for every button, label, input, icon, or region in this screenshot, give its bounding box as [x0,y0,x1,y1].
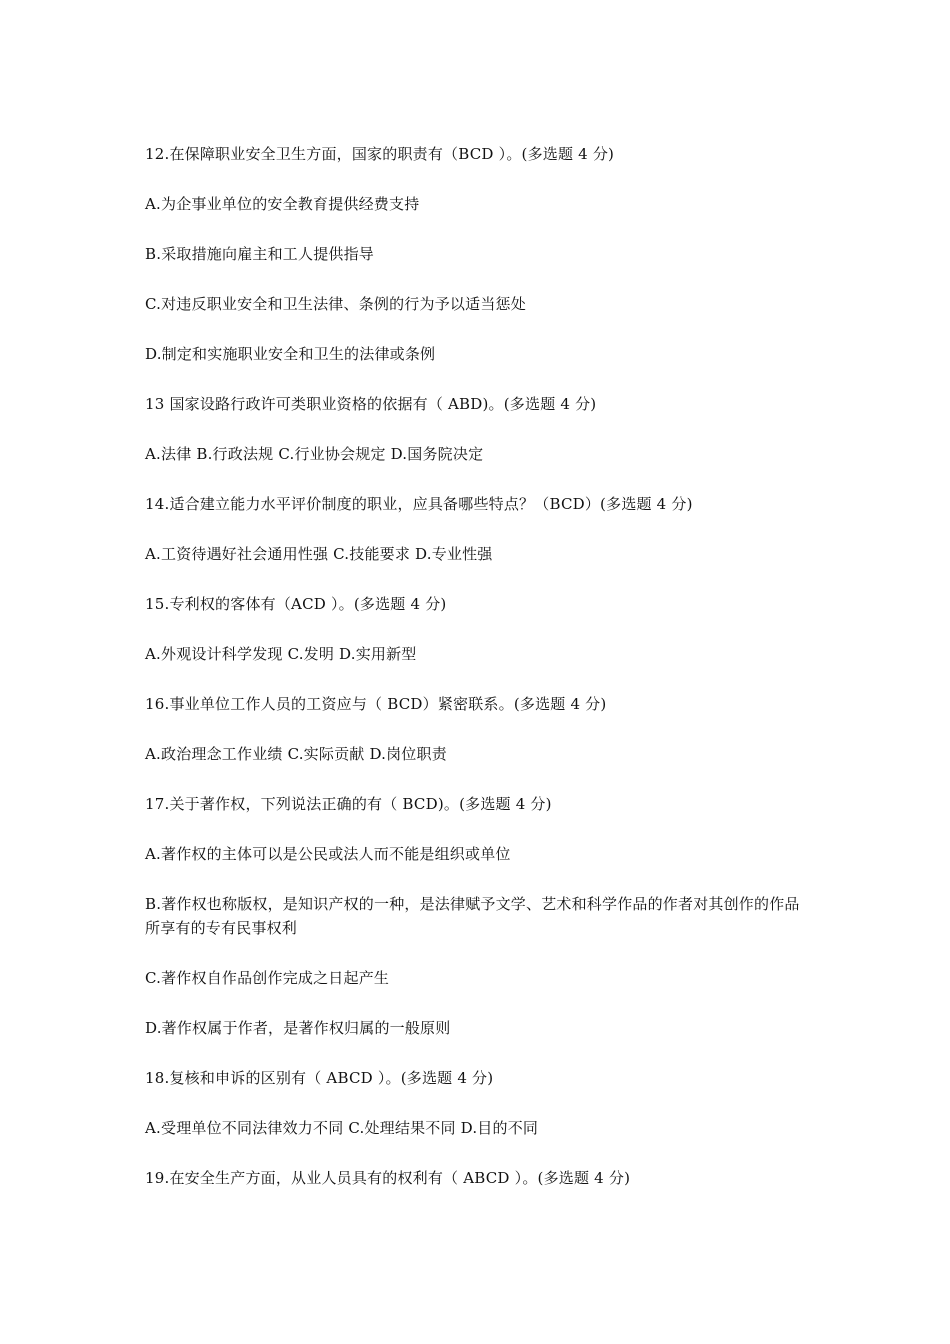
option-17b: B.著作权也称版权，是知识产权的一种，是法律赋予文学、艺术和科学作品的作者对其创作的作品所享有的专有民事权利 [145,895,800,937]
options-15: A.外观设计科学发现 C.发明 D.实用新型 [145,645,417,663]
option-12c: C.对违反职业安全和卫生法律、条例的行为予以适当惩处 [145,295,526,313]
document-page [145,142,810,1216]
options-18: A.受理单位不同法律效力不同 C.处理结果不同 D.目的不同 [145,1119,539,1137]
question-12: 12.在保障职业安全卫生方面，国家的职责有（BCD ）。(多选题 4 分) [145,145,615,163]
question-15: 15.专利权的客体有（ACD ）。(多选题 4 分) [145,595,447,613]
option-12b: B.采取措施向雇主和工人提供指导 [145,245,374,263]
options-16: A.政治理念工作业绩 C.实际贡献 D.岗位职责 [145,745,447,763]
option-17c: C.著作权自作品创作完成之日起产生 [145,969,390,987]
question-19: 19.在安全生产方面，从业人员具有的权利有（ ABCD ）。(多选题 4 分) [145,1169,631,1187]
question-18: 18.复核和申诉的区别有（ ABCD ）。(多选题 4 分) [145,1069,494,1087]
question-13: 13 国家设路行政许可类职业资格的依据有（ ABD)。(多选题 4 分) [145,395,597,413]
option-17a: A.著作权的主体可以是公民或法人而不能是组织或单位 [145,845,511,863]
options-13: A.法律 B.行政法规 C.行业协会规定 D.国务院决定 [145,445,484,463]
option-17d: D.著作权属于作者，是著作权归属的一般原则 [145,1019,451,1037]
question-16: 16.事业单位工作人员的工资应与（ BCD）紧密联系。(多选题 4 分) [145,695,607,713]
option-12d: D.制定和实施职业安全和卫生的法律或条例 [145,345,436,363]
question-17: 17.关于著作权，下列说法正确的有（ BCD)。(多选题 4 分) [145,795,552,813]
question-14: 14.适合建立能力水平评价制度的职业，应具备哪些特点？（BCD）(多选题 4 分) [145,495,693,513]
options-14: A.工资待遇好社会通用性强 C.技能要求 D.专业性强 [145,545,493,563]
option-12a: A.为企事业单位的安全教育提供经费支持 [145,195,420,213]
